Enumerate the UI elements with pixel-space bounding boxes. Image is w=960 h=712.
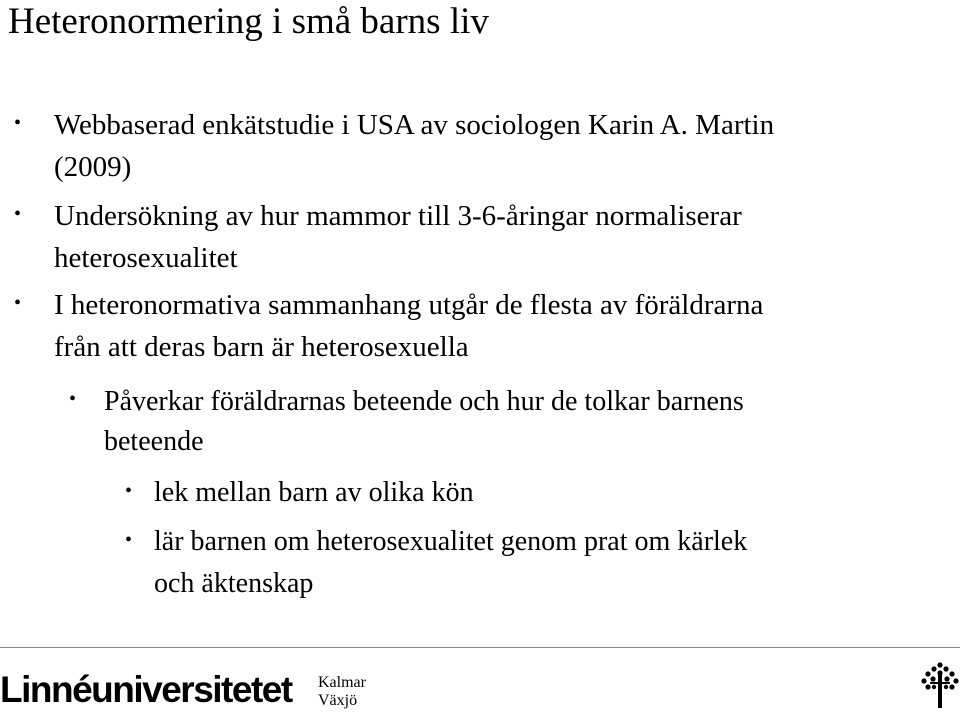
bullet-line: Påverkar föräldrarnas beteende och hur de tolkar barnens (104, 386, 744, 417)
bullet-line: lär barnen om heterosexualitet genom prat om kärlek (154, 526, 748, 557)
bullet-line: I heteronormativa sammanhang utgår de flesta av föräldrarna (54, 289, 764, 321)
bullet-line: (2009) (54, 151, 132, 183)
bullet-dot-icon: • (125, 529, 133, 551)
bullet-line: och äktenskap (154, 568, 314, 599)
tree-icon (920, 660, 960, 708)
bullet-line: beteende (104, 426, 204, 457)
logo-city-vaxjo: Växjö (318, 692, 358, 709)
bullet-dot-icon: • (14, 292, 22, 314)
bullet-dot-icon: • (14, 112, 22, 134)
university-logo-text: Linnéuniversitetet (0, 669, 292, 710)
bullet-dot-icon: • (69, 388, 77, 410)
bullet-dot-icon: • (125, 480, 133, 502)
bullet-line: Undersökning av hur mammor till 3-6-åringar normaliserar (54, 200, 742, 232)
bullet-line: heterosexualitet (54, 242, 238, 274)
bullet-line: Webbaserad enkätstudie i USA av sociologen Karin A. Martin (54, 109, 775, 141)
slide-title: Heteronormering i små barns liv (8, 1, 489, 42)
logo-city-kalmar: Kalmar (318, 674, 366, 691)
bullet-dot-icon: • (14, 203, 22, 225)
footer-divider (0, 647, 960, 648)
bullet-line: lek mellan barn av olika kön (154, 477, 474, 508)
bullet-line: från att deras barn är heterosexuella (54, 331, 469, 363)
